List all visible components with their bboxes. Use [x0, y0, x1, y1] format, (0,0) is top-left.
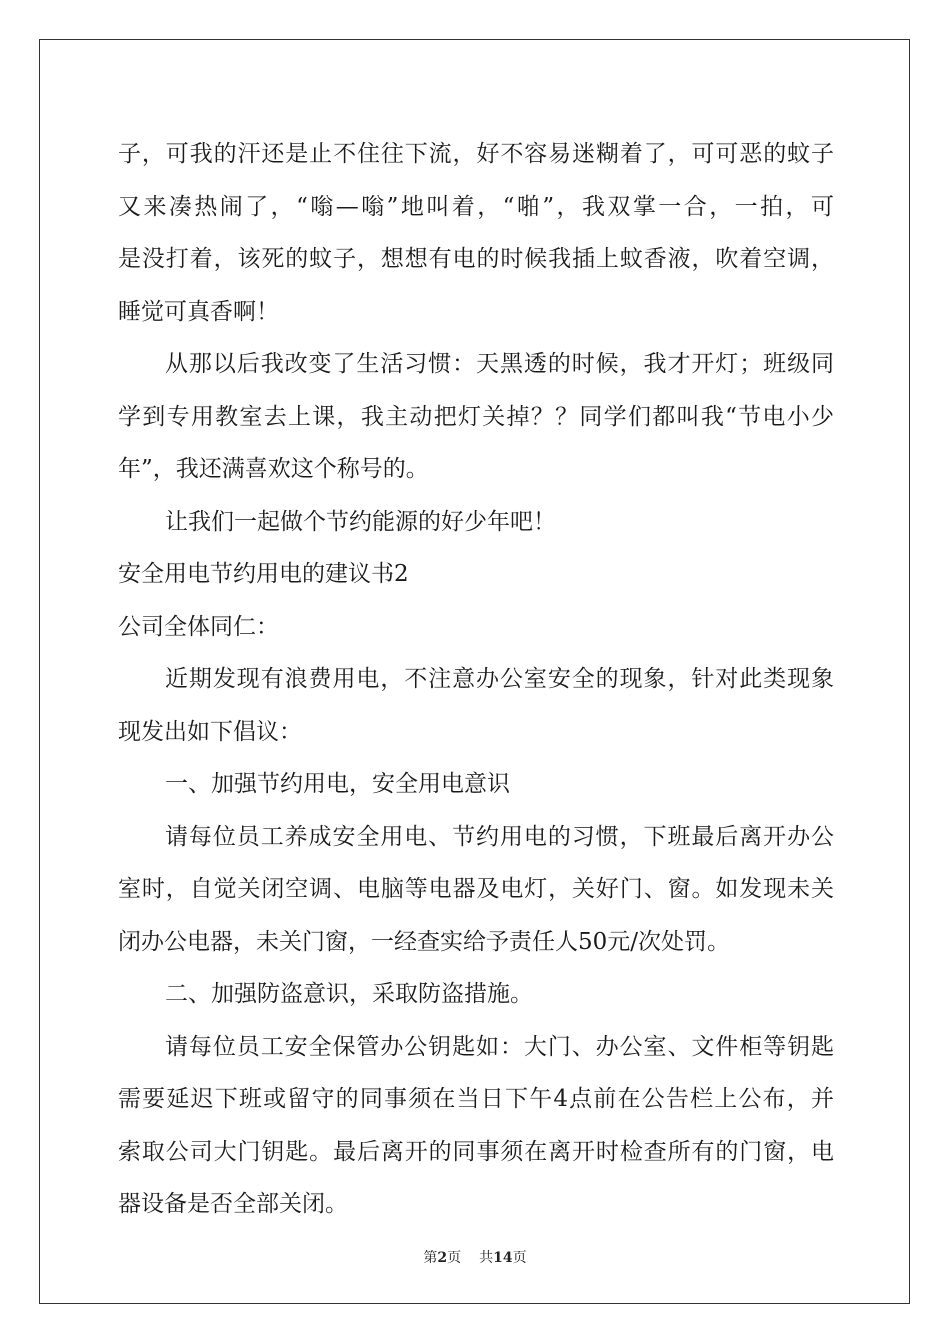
page-number: 2 [437, 1250, 448, 1266]
paragraph-start-line: 请每位员工安全保管办公钥匙如：大门、办公室、文件柜等钥匙 [165, 1033, 834, 1060]
text-line: 子，可我的汗还是止不住往下流，好不容易迷糊着了，可可恶的蚊子 [118, 141, 834, 167]
text-line: 现发出如下倡议： [118, 718, 302, 745]
text-line: 年”，我还满喜欢这个称号的。 [118, 456, 429, 482]
text-line: 是没打着，该死的蚊子，想想有电的时候我插上蚊香液，吹着空调， [118, 246, 834, 272]
paragraph-start-line: 让我们一起做个节约能源的好少年吧！ [165, 508, 556, 535]
salutation: 公司全体同仁： [118, 613, 279, 640]
document-body [118, 128, 834, 1231]
total-prefix: 共 [479, 1250, 494, 1266]
subheading-1: 一、加强节约用电，安全用电意识 [165, 771, 510, 797]
paragraph-start-line: 近期发现有浪费用电，不注意办公室安全的现象，针对此类现象 [165, 666, 834, 692]
total-pages: 14 [493, 1250, 513, 1266]
section-title: 安全用电节约用电的建议书2 [118, 561, 409, 587]
page-footer [0, 1247, 950, 1267]
text-line: 睡觉可真香啊！ [118, 298, 279, 325]
text-line: 器设备是否全部关闭。 [118, 1191, 348, 1217]
text-line: 索取公司大门钥匙。最后离开的同事须在离开时检查所有的门窗，电 [118, 1138, 834, 1165]
total-suffix: 页 [512, 1250, 527, 1266]
text-line: 需要延迟下班或留守的同事须在当日下午4点前在公告栏上公布，并 [118, 1086, 834, 1112]
subheading-2: 二、加强防盗意识，采取防盗措施。 [165, 981, 533, 1007]
text-line: 闭办公电器，未关门窗，一经查实给予责任人50元/次处罚。 [118, 928, 731, 955]
paragraph-start-line: 请每位员工养成安全用电、节约用电的习惯，下班最后离开办公 [165, 823, 834, 850]
text-line: 学到专用教室去上课，我主动把灯关掉？？同学们都叫我“节电小少 [118, 403, 834, 430]
page-prefix: 第 [423, 1250, 438, 1266]
text-line: 室时，自觉关闭空调、电脑等电器及电灯，关好门、窗。如发现未关 [118, 876, 834, 902]
page-suffix: 页 [447, 1250, 462, 1266]
text-line: 又来凑热闹了，“嗡—嗡”地叫着，“啪”，我双掌一合，一拍，可 [118, 193, 834, 220]
paragraph-start-line: 从那以后我改变了生活习惯：天黑透的时候，我才开灯；班级同 [165, 351, 834, 377]
